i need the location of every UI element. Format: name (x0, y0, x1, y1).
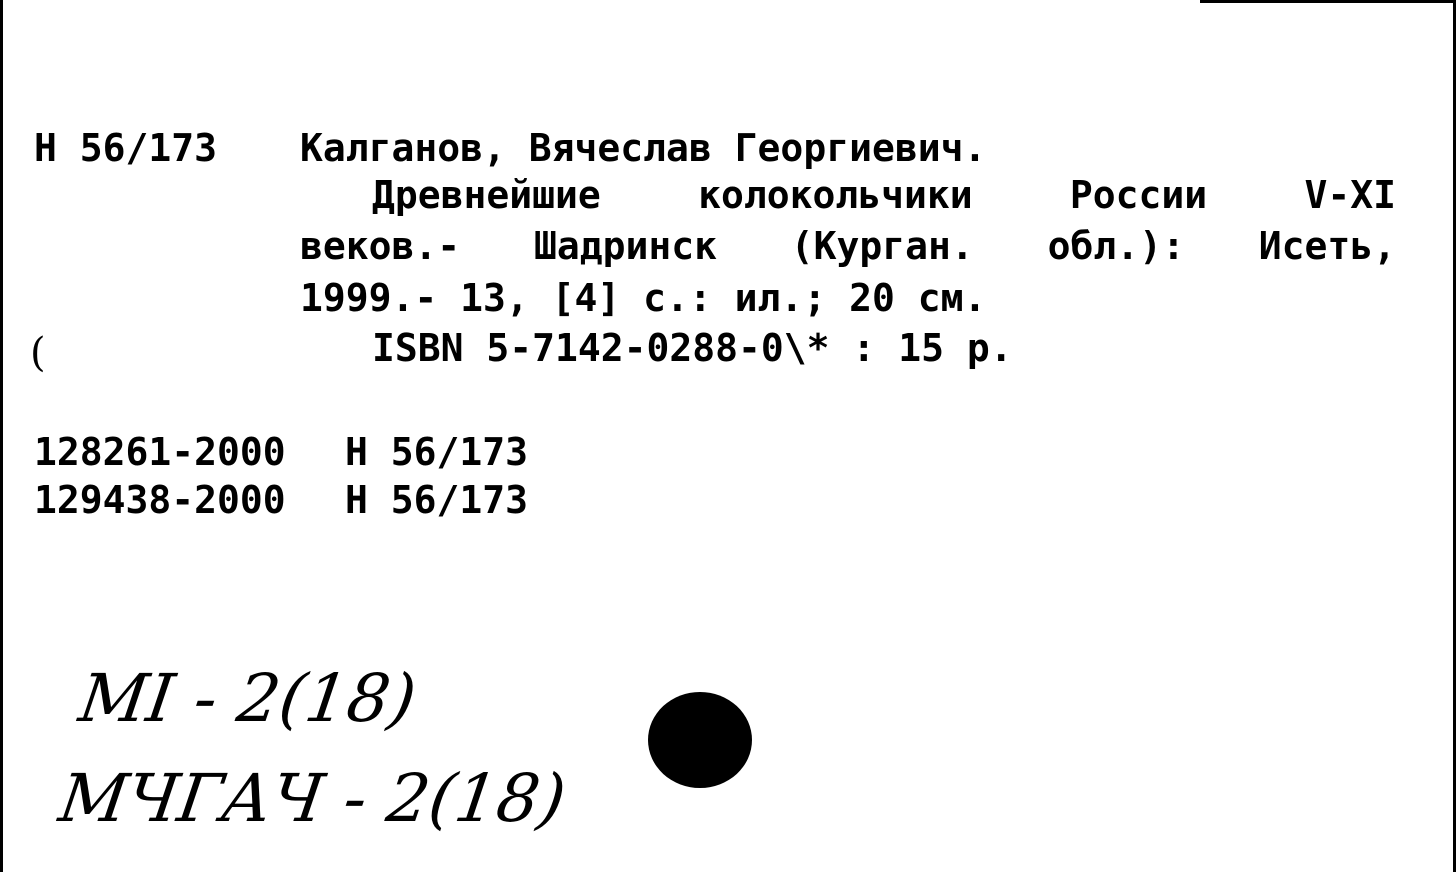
inventory-code: Н 56/173 (345, 478, 529, 522)
title-word: Древнейшие (372, 173, 601, 217)
call-number: Н 56/173 (34, 126, 218, 170)
title-word: России (1069, 173, 1208, 217)
imprint-line: 1999.- 13, [4] с.: ил.; 20 см. (300, 276, 987, 320)
title-word: обл.): (1047, 224, 1185, 268)
title-word: V-XI (1304, 173, 1396, 217)
title-word: колокольчики (698, 173, 973, 217)
title-word: (Курган. (790, 224, 974, 268)
title-word: Исеть, (1258, 224, 1396, 268)
inventory-number: 128261-2000 (34, 430, 286, 474)
isbn-line: ISBN 5-7142-0288-0\* : 15 р. (372, 326, 1013, 370)
title-word: Шадринск (533, 224, 717, 268)
margin-mark-icon: ( (30, 330, 46, 376)
card-top-border (1200, 0, 1456, 3)
handwritten-note-2: МЧГАЧ - 2(18) (54, 760, 571, 837)
title-line-1 (300, 175, 1396, 215)
inventory-number: 129438-2000 (34, 478, 286, 522)
inventory-code: Н 56/173 (345, 430, 529, 474)
title-line-2 (300, 226, 1396, 266)
handwritten-note-1: МI - 2(18) (74, 660, 421, 737)
card-left-border (0, 0, 3, 872)
title-word: веков.- (300, 224, 461, 268)
author-heading: Калганов, Вячеслав Георгиевич. (300, 126, 987, 170)
punch-hole-icon (648, 692, 752, 788)
